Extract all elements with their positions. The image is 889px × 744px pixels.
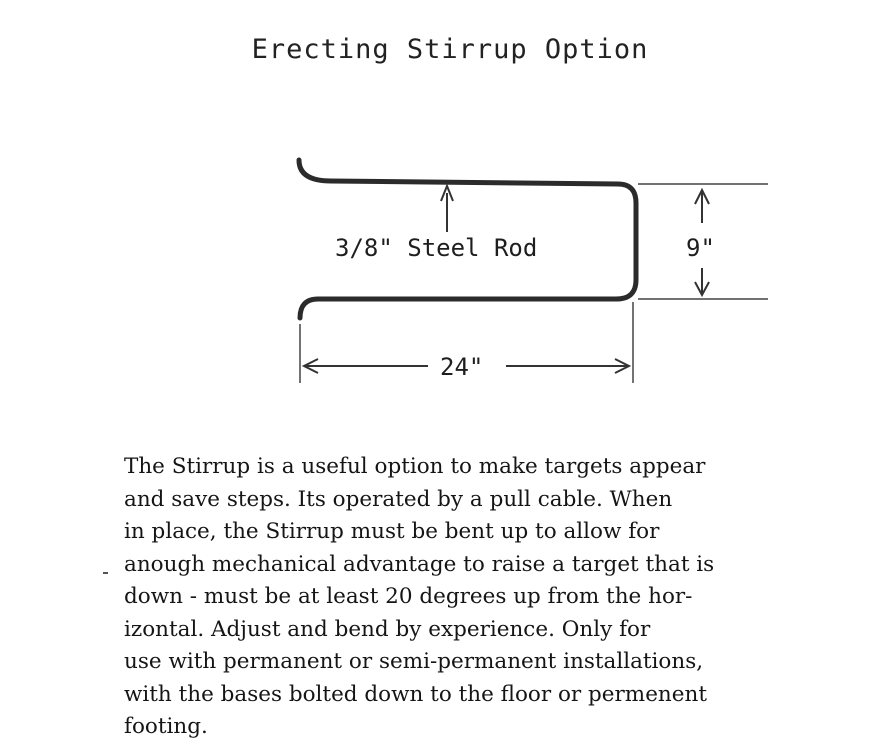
rod-label: 3/8" Steel Rod [335, 234, 538, 262]
description-paragraph [124, 451, 824, 744]
page-title: Erecting Stirrup Option [251, 34, 649, 65]
height-label: 9" [686, 234, 715, 262]
scan-speck [103, 572, 108, 574]
description-line: izontal. Adjust and bend by experience. Only for [124, 616, 651, 642]
description-line: and save steps. Its operated by a pull cable. When [124, 486, 673, 512]
description-line: footing. [124, 714, 208, 739]
description-line: down - must be at least 20 degrees up from the hor- [124, 584, 693, 609]
description-line: in place, the Stirrup must be bent up to allow for [124, 519, 660, 544]
width-label: 24" [440, 353, 484, 381]
description-line: The Stirrup is a useful option to make targets appear [124, 454, 706, 479]
description-line: anough mechanical advantage to raise a target that is [124, 551, 715, 577]
description-line: with the bases bolted down to the floor or permenent [124, 681, 707, 707]
description-line: use with permanent or semi-permanent installations, [124, 649, 704, 674]
